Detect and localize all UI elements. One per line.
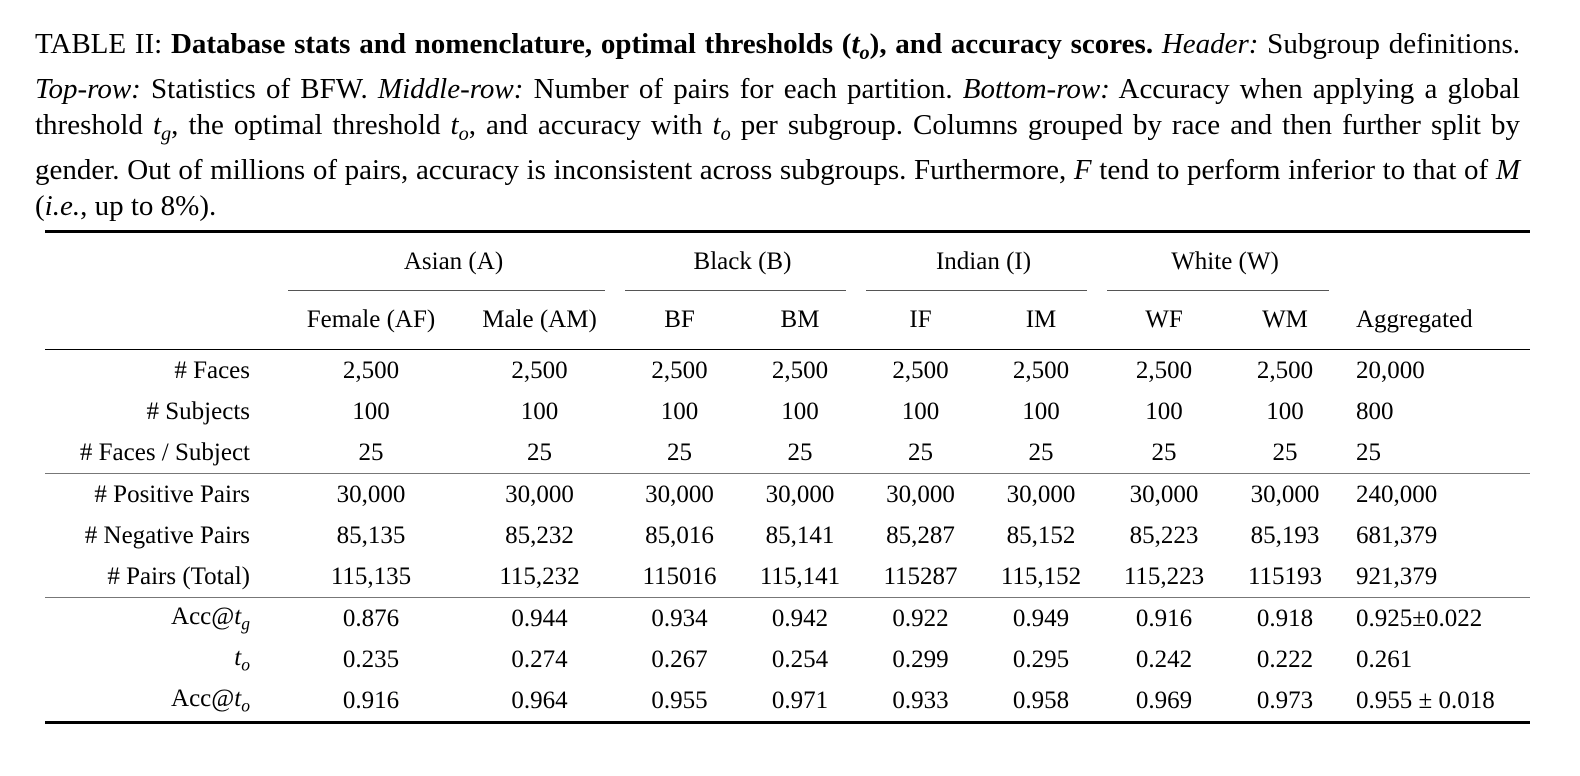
table-cell: 115,141 [759, 562, 841, 590]
table-cell: 0.242 [1135, 645, 1193, 673]
table-cell: 2,500 [457, 350, 622, 392]
table-cell-aggregated: 20,000 [1346, 350, 1530, 392]
table-cell: 2,500 [978, 350, 1104, 392]
table-cell: 25 [527, 438, 552, 466]
row-label: # Faces [45, 350, 285, 392]
table-cell-aggregated: 240,000 [1346, 474, 1530, 516]
table-cell: 2,500 [1104, 350, 1224, 392]
row-label: $Acc@t_g$ [45, 598, 285, 640]
table-cell: 0.235 [342, 645, 400, 673]
table-cell: 0.964 [511, 686, 568, 714]
row-label: # Subjects [146, 397, 250, 425]
table-cell: 25 [1272, 438, 1298, 466]
table-row [45, 639, 1530, 680]
table-cell: 85,141 [765, 521, 835, 549]
table-cell: 0.942 [737, 598, 863, 640]
caption-title: Database stats and nomenclature, optimal thresholds $(t_o)$, and accuracy scores. [170, 28, 1154, 65]
table-cell: 0.299 [892, 645, 949, 673]
subgroup-header: BF [664, 306, 695, 333]
subgroup-header: WM [1262, 306, 1308, 333]
table-cell: 25 [787, 438, 813, 466]
table-row [45, 391, 1530, 432]
row-label: # Pairs (Total) [107, 562, 250, 590]
table-cell: 25 [358, 438, 384, 466]
caption-middle-label: Middle-row: [377, 73, 524, 106]
table-cell: 30,000 [978, 474, 1104, 516]
table-cell: 0.933 [892, 686, 949, 714]
row-label: $t_o$ [234, 643, 250, 675]
table-cell: 30,000 [1224, 474, 1346, 516]
table-cell-aggregated: 25 [1356, 438, 1381, 466]
table-cell: 30,000 [285, 474, 457, 516]
table-cell: 0.918 [1224, 598, 1346, 640]
table-cell: 0.973 [1256, 686, 1314, 714]
table-cell: 100 [781, 397, 819, 425]
table-cell: 30,000 [1104, 474, 1224, 516]
table-cell: 100 [352, 397, 390, 425]
table-cell: 115,232 [499, 562, 580, 590]
table-cell: 30,000 [737, 474, 863, 516]
caption-bottom-label: Bottom-row: [962, 73, 1110, 106]
table-cell: 30,000 [863, 474, 978, 516]
table-cell: 115193 [1247, 562, 1323, 590]
table-cell: 85,193 [1250, 521, 1320, 549]
table-cell: 115,152 [1000, 562, 1082, 590]
table-row [45, 556, 1530, 598]
table-cell: 30,000 [457, 474, 622, 516]
table-cell-aggregated: 921,379 [1356, 562, 1438, 590]
table-cell: 0.944 [457, 598, 622, 640]
group-header-row [45, 232, 1530, 292]
table-cell-aggregated: 0.261 [1356, 645, 1413, 673]
table-cell: 115,135 [330, 562, 412, 590]
table-row [45, 474, 1530, 516]
table-row [45, 515, 1530, 556]
table-row [45, 598, 1530, 640]
row-label: # Negative Pairs [84, 521, 250, 549]
table-cell: 85,016 [645, 521, 714, 549]
table-cell-aggregated: 0.955 ± 0.018 [1356, 686, 1495, 714]
subgroup-header: Female (AF) [306, 306, 436, 333]
table-cell: 0.916 [342, 686, 400, 714]
group-header-asian: Asian (A) [285, 232, 622, 292]
table-cell: 25 [908, 438, 933, 466]
table-cell: 100 [901, 397, 940, 425]
table-cell: 115,223 [1123, 562, 1205, 590]
table-cell: 0.955 [651, 686, 708, 714]
table-cell: 100 [660, 397, 699, 425]
table-cell: 0.274 [511, 645, 568, 673]
table-caption: TABLE II: Database stats and nomenclature, optimal thresholds $(t_o)$, and accuracy scores. Header: Subgroup definitions. Top-row: Statistics of BFW. Middle-row: Number of pairs for each partition. Bottom-row: Accuracy when applying a global threshold $t_g$, the optimal threshold $t_o$, and accuracy with $t_o$ per subgroup. Columns grouped by race and then further split by gender. Out of millions of pairs, accuracy is inconsistent across subgroups. Furthermore, F tend to perform inferior to that of M (i.e., up to 8%). [35, 28, 1521, 223]
subgroup-header-aggregated: Aggregated [1356, 306, 1473, 333]
table-cell: 0.949 [978, 598, 1104, 640]
table-cell: 0.971 [771, 686, 829, 714]
table-cell: 2,500 [622, 350, 737, 392]
table-cell: 85,152 [1006, 521, 1076, 549]
table-cell: 115287 [883, 562, 958, 590]
table-cell: 0.922 [863, 598, 978, 640]
table-cell: 25 [667, 438, 692, 466]
row-label: # Faces / Subject [79, 438, 250, 466]
row-label: # Positive Pairs [45, 474, 285, 516]
table-cell: 0.916 [1104, 598, 1224, 640]
table-row [45, 350, 1530, 392]
subgroup-header-row [45, 291, 1530, 350]
table-cell: 30,000 [622, 474, 737, 516]
table-cell: 2,500 [737, 350, 863, 392]
table-cell: 0.969 [1135, 686, 1193, 714]
table-cell: 85,223 [1129, 521, 1199, 549]
table-row [45, 432, 1530, 474]
subgroup-header: IF [909, 306, 932, 333]
table-cell-aggregated: 800 [1356, 397, 1394, 425]
caption-top-label: Top-row: [35, 73, 141, 106]
table-cell-aggregated: 681,379 [1356, 521, 1438, 549]
stats-table [45, 230, 1530, 724]
table-cell: 100 [1266, 397, 1304, 425]
table-cell: 100 [1145, 397, 1183, 425]
table-cell: 0.876 [285, 598, 457, 640]
table-cell: 0.254 [771, 645, 829, 673]
group-header-indian: Indian (I) [863, 232, 1104, 292]
table-cell: 100 [520, 397, 559, 425]
table-cell: 0.267 [651, 645, 708, 673]
table-cell: 85,287 [886, 521, 955, 549]
caption-header-label: Header: [1161, 28, 1259, 60]
table-cell: 25 [1151, 438, 1177, 466]
table-cell: 0.958 [1012, 686, 1070, 714]
table-row [45, 680, 1530, 723]
table-cell: 0.295 [1012, 645, 1070, 673]
table-cell: 0.222 [1256, 645, 1314, 673]
caption-table-label: TABLE II: [35, 28, 171, 60]
table-cell: 85,232 [505, 521, 574, 549]
table-cell: 2,500 [1224, 350, 1346, 392]
table-cell: 2,500 [863, 350, 978, 392]
subgroup-header: IM [1025, 306, 1057, 333]
table-cell: 85,135 [336, 521, 406, 549]
table-cell: 25 [1028, 438, 1054, 466]
stats-table-container [45, 230, 1530, 724]
table-cell: 0.934 [622, 598, 737, 640]
group-header-black: Black (B) [622, 232, 863, 292]
subgroup-header: Male (AM) [482, 306, 597, 333]
table-cell: 115016 [642, 562, 717, 590]
subgroup-header: WF [1145, 306, 1183, 333]
table-cell-aggregated: 0.925±0.022 [1346, 598, 1530, 640]
table-cell: 2,500 [285, 350, 457, 392]
table-cell: 100 [1022, 397, 1060, 425]
subgroup-header: BM [780, 306, 820, 333]
row-label: $Acc@t_o$ [171, 684, 250, 716]
group-header-white: White (W) [1104, 232, 1346, 292]
